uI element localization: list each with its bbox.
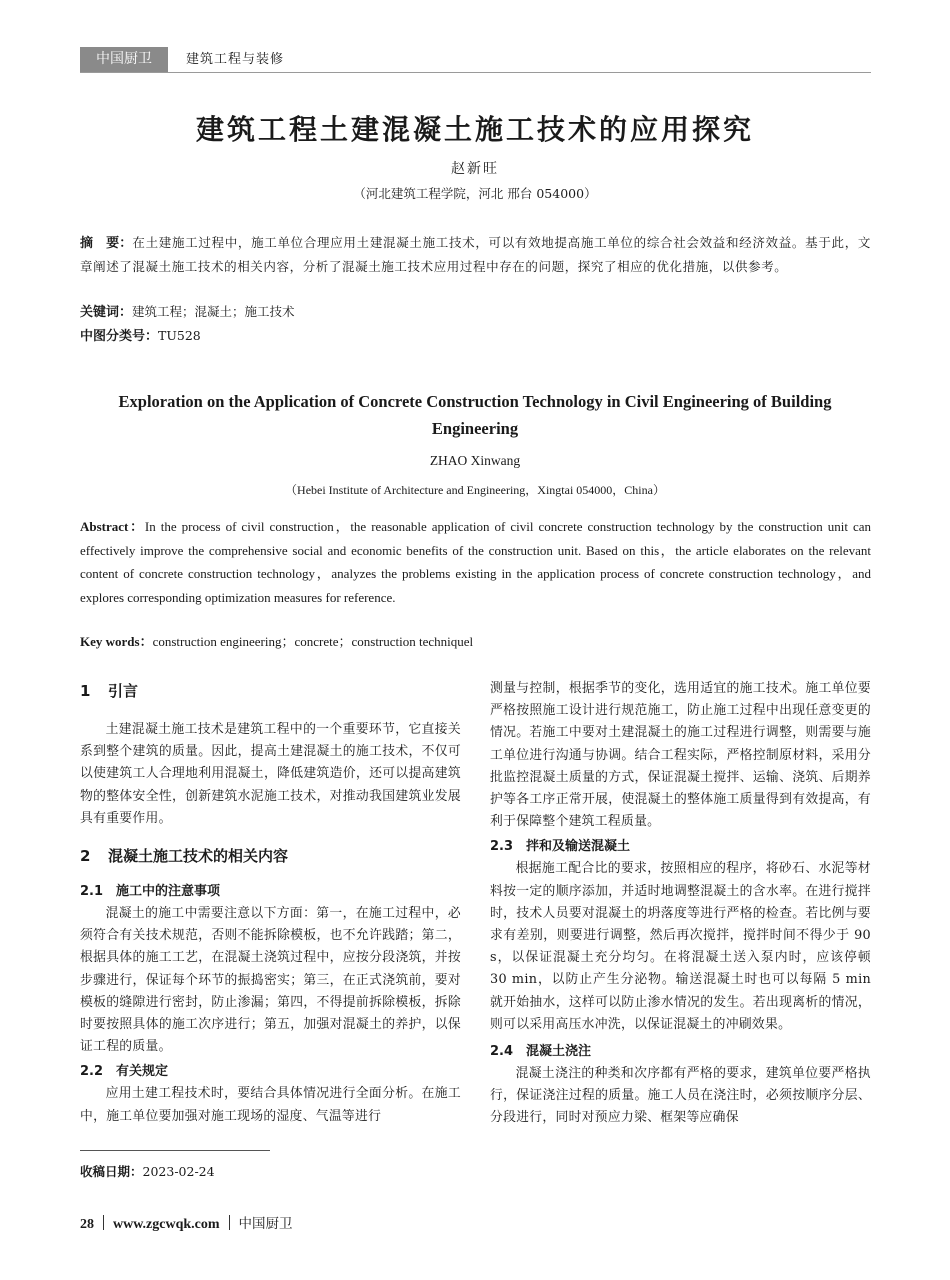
subsection-number: 2.3 (490, 839, 514, 855)
abstract-cn-label: 摘 要： (80, 236, 133, 251)
footer-website: www.zgcwqk.com (113, 1217, 220, 1232)
paragraph: 土建混凝土施工技术是建筑工程中的一个重要环节，它直接关系到整个建筑的质量。因此，提高土建混凝土的施工技术，不仅可以使建筑工人合理地利用混凝土，降低建筑造价，还可以提高建筑物的整体安全性，创新建筑水泥施工技术，对推动我国建筑业发展具有重要作用。 (80, 722, 461, 826)
keywords-cn-text: 建筑工程；混凝土；施工技术 (132, 304, 295, 319)
section-title: 引言 (108, 682, 139, 700)
footnote-rule (80, 1150, 270, 1151)
received-date-label: 收稿日期： (80, 1164, 143, 1179)
subsection-title: 混凝土浇注 (526, 1044, 592, 1060)
subsection-number: 2.2 (80, 1064, 104, 1080)
abstract-cn-text: 在土建施工过程中，施工单位合理应用土建混凝土施工技术，可以有效地提高施工单位的综合社会效益和经济效益。基于此，文章阐述了混凝土施工技术的相关内容，分析了混凝土施工技术应用过程中存在的问题，探究了相应的优化措施，以供参考。 (80, 235, 871, 274)
subsection-title: 施工中的注意事项 (116, 884, 221, 900)
abstract-cn (80, 231, 871, 278)
footer-divider (103, 1215, 104, 1230)
classification-cn (80, 326, 201, 347)
keywords-cn (80, 302, 295, 323)
abstract-en-text: In the process of civil construction，the reasonable application of civil concrete construction technology by the construction unit can effectively improve the comprehensive social and economic benefits of the construction unit. Based on this，the article elaborates on the relevant content of concrete construction technology，analyzes the problems existing in the application process of concrete construction technology，and explores corresponding optimization measures for reference. (80, 519, 871, 605)
subsection-title: 有关规定 (116, 1064, 169, 1080)
abstract-en-label: Abstract： (80, 519, 145, 534)
subsection-heading (80, 880, 461, 903)
classification-text: TU528 (158, 328, 201, 343)
subsection-heading (80, 1060, 461, 1083)
affiliation-en: （Hebei Institute of Architecture and Engineering，Xingtai 054000，China） (285, 483, 665, 497)
title-en: Exploration on the Application of Concrete Construction Technology in Civil Engineering of Building Engineering (118, 392, 832, 438)
subsection-title: 拌和及输送混凝土 (526, 839, 631, 855)
subsection-number: 2.1 (80, 884, 104, 900)
paragraph: 应用土建工程技术时，要结合具体情况进行全面分析。在施工中，施工单位要加强对施工现场的湿度、气温等进行 (80, 1086, 461, 1124)
paragraph: 混凝土的施工中需要注意以下方面：第一，在施工过程中，必须符合有关技术规范，否则不能拆除模板，也不允许践踏；第二，根据具体的施工工艺，在混凝土浇筑过程中，应按分段浇筑，并按步骤进行，保证每个环节的振捣密实；第三，在正式浇筑前，要对模板的缝隙进行密封，防止渗漏；第四，不得提前拆除模板，拆除时要按照具体的施工次序进行；第五，加强对混凝土的养护，以保证工程的质量。 (80, 906, 461, 1055)
author-cn: 赵新旺 (451, 161, 499, 177)
subsection-heading (490, 835, 871, 858)
abstract-en (80, 515, 871, 609)
title-cn: 建筑工程土建混凝土施工技术的应用探究 (195, 113, 754, 146)
keywords-en-label: Key words： (80, 634, 153, 649)
keywords-cn-label: 关键词： (80, 305, 133, 320)
header-rule (80, 72, 871, 73)
subsection-number: 2.4 (490, 1044, 514, 1060)
section-number: 1 (80, 682, 91, 700)
keywords-en (80, 632, 473, 652)
subsection-heading (490, 1040, 871, 1063)
paragraph-continued: 测量与控制，根据季节的变化，选用适宜的施工技术。施工单位要严格按照施工设计进行规范施工，防止施工过程中出现任意变更的情况。若施工中要对土建混凝土的施工过程进行调整，则需要与施工单位进行沟通与协调。结合工程实际，严格控制原材料，采用分批监控混凝土质量的方式，保证混凝土搅拌、运输、浇筑、后期养护等各工序正常开展，使混凝土的整体施工质量得到有效提高，有利于保障整个建筑工程质量。 (490, 681, 871, 830)
section-name: 建筑工程与装修 (186, 52, 285, 67)
paragraph: 根据施工配合比的要求，按照相应的程序，将砂石、水泥等材料按一定的顺序添加，并适时地调整混凝土的含水率。在进行搅拌时，技术人员要对混凝土的坍落度等进行严格的检查。若比例与要求有差别，则要进行调整，然后再次搅拌，搅拌时间不得少于 90 s，以保证混凝土充分均匀。在将混凝土送入泵内时，应该停顿 30 min，以防止产生分泌物。输送混凝土时也可以每隔 5 min 就开始抽水，这样可以防止渗水情况的发生。若出现离析的情况，则可以采用高压水冲洗，以保证混凝土的冲刷效果。 (490, 861, 871, 1032)
author-en: ZHAO Xinwang (429, 453, 521, 468)
journal-tag: 中国厨卫 (80, 47, 168, 72)
page-number: 28 (80, 1217, 94, 1232)
paragraph: 混凝土浇注的种类和次序都有严格的要求，建筑单位要严格执行，保证浇注过程的质量。施工人员在浇注时，必须按顺序分层、分段进行，同时对预应力梁、框架等应确保 (490, 1066, 871, 1126)
keywords-en-text: construction engineering；concrete；construction techniquel (152, 634, 474, 649)
section-number: 2 (80, 847, 91, 866)
footer-divider (229, 1215, 230, 1230)
section-heading (80, 679, 461, 703)
classification-label: 中图分类号： (80, 329, 159, 344)
section-title: 混凝土施工技术的相关内容 (108, 847, 289, 866)
received-date-value: 2023-02-24 (142, 1164, 215, 1179)
section-heading (80, 844, 461, 868)
body-column-right (490, 678, 871, 1130)
footer-journal: 中国厨卫 (238, 1216, 293, 1232)
affiliation-cn: （河北建筑工程学院，河北 邢台 054000） (353, 186, 597, 201)
received-date (80, 1162, 215, 1180)
body-column-left (80, 678, 461, 1128)
page-footer (80, 1212, 293, 1233)
